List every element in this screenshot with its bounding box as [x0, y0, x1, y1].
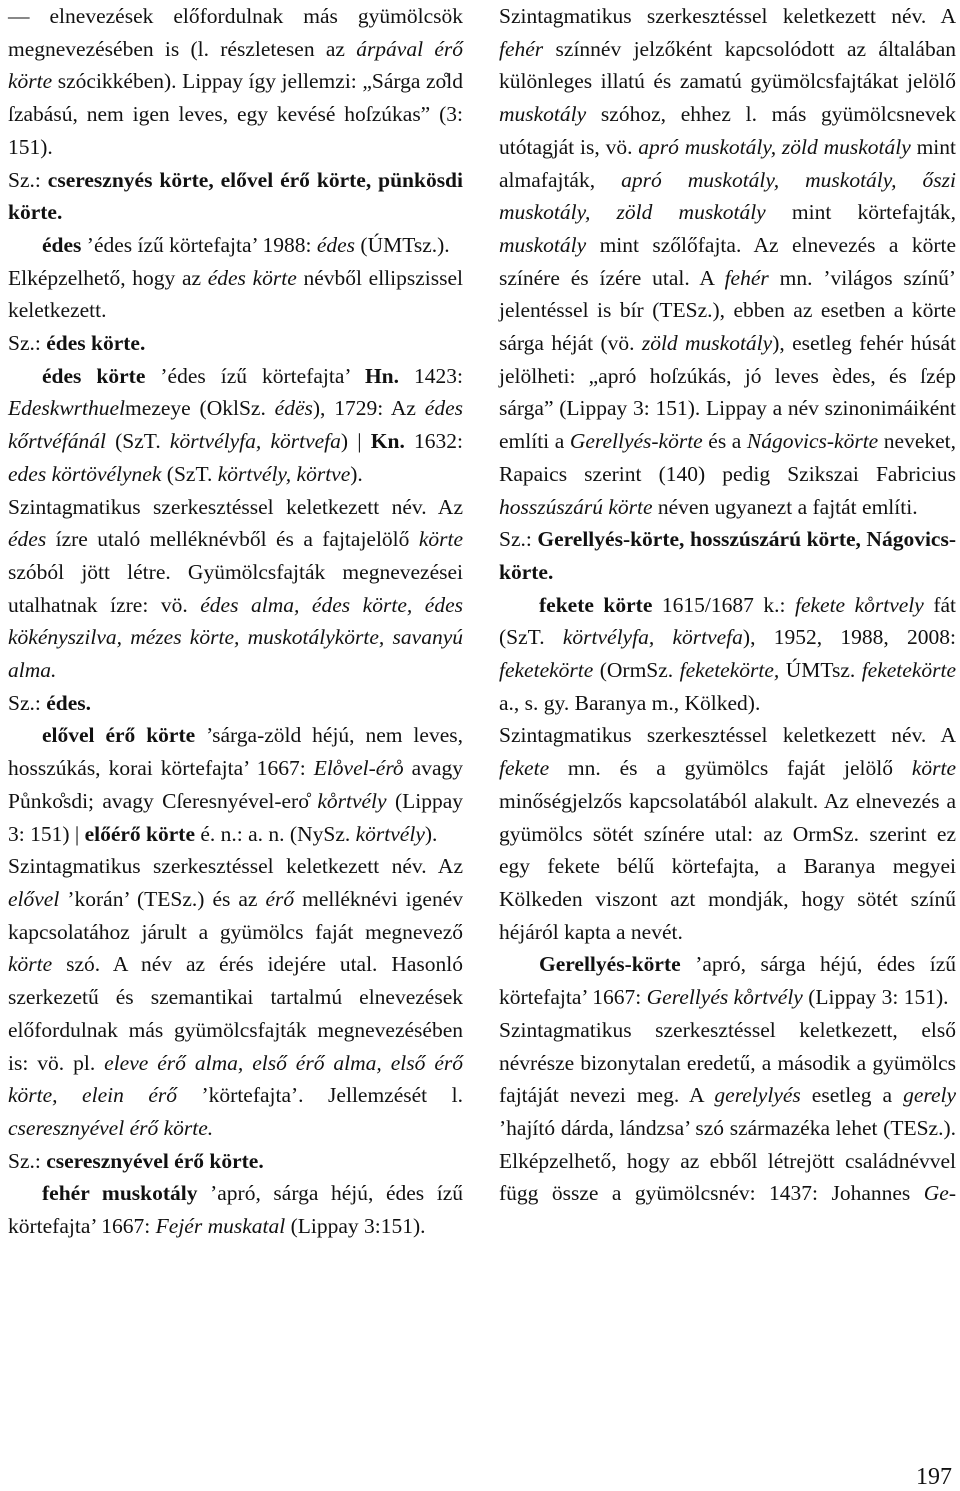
text-run: ’apró, sárga héjú, édes ízű körtefajta’ 1667: [8, 1181, 463, 1239]
text-run: mint szőlőfajta. Az elnevezés a körte színére és ízére utal. A [499, 232, 956, 290]
italic-text: Gerellyés-körte [569, 429, 703, 454]
text-run: avagy Půnko̊sdi; avagy Cſeresnyével-ero̊ [8, 756, 463, 813]
paragraph [8, 1177, 463, 1242]
italic-text: elővel [8, 886, 60, 911]
text-run: ). [424, 821, 438, 846]
text-run: mn. ’világos színű’ jelentéssel is bír (TESz.), ebben az esetben a körte sárga héját (vö. [499, 265, 956, 356]
headword: édes [42, 232, 82, 257]
text-run: mn. és a gyümölcs faját jelölő [549, 756, 912, 781]
italic-text: muskotály [499, 232, 587, 257]
paragraph [499, 1014, 956, 1210]
text-run: ), esetleg fehér húsát jelölheti: „apró hoſzúkás, jó leves èdes, és ſzép sárga” (Lippay 3: 151). Lippay a név szinonimáiként említi a [499, 331, 956, 454]
italic-text: hosszúszárú körte [499, 494, 653, 519]
left-column [8, 0, 463, 1243]
text-run: — elnevezések előfordulnak más gyümölcsök megnevezésében is (l. részletesen az [8, 4, 463, 61]
paragraph [8, 850, 463, 1144]
italic-text: Elo̊vel-éro̊ [313, 756, 404, 781]
italic-text: edes körtövélynek [8, 461, 162, 486]
headword: édes körte. [46, 331, 146, 356]
text-run: ’korán’ (TESz.) és az [59, 886, 266, 911]
text-run: szóból jött létre. Gyümölcsfajták megnevezései utalhatnak ízre: vö. [8, 559, 463, 617]
italic-text: fekete ko̊rtvely [794, 592, 924, 617]
text-run: mint almafajták, [499, 134, 957, 192]
text-run: Sz.: [8, 167, 48, 192]
headword: Gerellyés-körte [539, 952, 681, 977]
text-run: szócikkében). Lippay így jellemzi: „Sárga zo̊ld ſzabású, nem igen leves, egy kevésé hoſzúkas” (3: 151). [8, 69, 463, 159]
paragraph [8, 360, 463, 491]
headword: előérő körte [84, 821, 195, 846]
text-run: ’hajító dárda, lándzsa’ szó származéka lehet (TESz.). Elképzelhető, hogy az ebből létrejött családnévvel függ össze a gyümölcsnév: 1437: Johannes [499, 1115, 956, 1206]
text-run: neveket, Rapaics szerint (140) pedig Szikszai Fabricius [499, 429, 956, 486]
paragraph [8, 1145, 463, 1178]
text-run: néven ugyanezt a fajtát említi. [652, 494, 918, 519]
italic-text: körtvély [355, 821, 425, 846]
text-run: 1632: [404, 429, 464, 454]
text-run: ’körtefajta’. Jellemzését l. [177, 1083, 463, 1108]
page-number: 197 [916, 1464, 952, 1490]
italic-text: fekete [499, 756, 550, 781]
italic-text: árpával érő körte [8, 36, 463, 94]
text-run: Szintagmatikus szerkesztéssel keletkezett név. A [499, 4, 956, 28]
text-run: ’édes ízű körtefajta’ 1988: [81, 232, 317, 257]
paragraph [499, 0, 956, 523]
italic-text: Gerellyés ko̊rtvély [646, 985, 803, 1010]
headword: édes körte [42, 363, 146, 388]
italic-text: muskotály [499, 102, 587, 127]
text-run: Sz.: [8, 690, 47, 715]
text-run: (ÚMTsz.). [355, 232, 450, 257]
italic-text: fehér [724, 265, 769, 290]
text-run: (OrmSz. [593, 658, 680, 683]
text-run: a., s. gy. Baranya m., Kölked). [499, 690, 761, 715]
italic-text: Nágovics-körte [746, 429, 879, 454]
italic-text: édes [8, 527, 47, 552]
text-run: (SzT. [105, 429, 170, 454]
text-run: ) | [340, 429, 371, 454]
paragraph [8, 229, 463, 262]
headword: elővel érő körte [42, 723, 196, 748]
paragraph [499, 948, 956, 1013]
text-run: mint körtefajták, [765, 200, 956, 225]
italic-text: körtvélyfa, körtvefa [169, 429, 341, 454]
italic-text: feketekörte, [679, 658, 780, 683]
paragraph [499, 523, 956, 588]
text-run: ÚMTsz. [779, 658, 862, 683]
text-run: színnév jelzőként kapcsolódott az általában különleges illatú és zamatú gyümölcsfajtákat jelölő [499, 36, 956, 94]
italic-text: cseresznyével érő körte. [8, 1115, 214, 1140]
text-run: Szintagmatikus szerkesztéssel keletkezett, első névrésze bizonytalan eredetű, a második a gyümölcs fajtáját nevezi meg. A [499, 1017, 956, 1108]
paragraph [499, 589, 956, 720]
italic-text: ko̊rtvély [317, 788, 387, 813]
text-run: 1615/1687 k.: [652, 592, 795, 617]
text-run: é. n.: a. n. (NySz. [195, 821, 356, 846]
italic-text: édes alma, édes körte, édes kökényszilva, mézes körte, muskotálykörte, savanyú alma. [8, 592, 463, 683]
paragraph [499, 719, 956, 948]
italic-text: gerelylyés [714, 1083, 801, 1108]
italic-text: édes kőrtvéfánál [8, 396, 463, 454]
italic-text: Edeskwrthuel [8, 396, 126, 421]
text-run: esetleg a [800, 1083, 904, 1108]
text-run: Sz.: [8, 1148, 47, 1173]
headword: fehér muskotály [42, 1181, 198, 1206]
italic-text: zöld muskotály [641, 331, 773, 356]
text-run: (Lippay 3: 151). [802, 985, 949, 1010]
text-run: szó. A név az érés idejére utal. Hasonló szerkezetű és szemantikai tartalmú elnevezések előfordulnak más gyümölcsfajták megnevezésében is: vö. pl. [8, 952, 463, 1075]
text-run: szóhoz, ehhez l. más gyümölcsnevek utótagját is, vö. [499, 102, 956, 159]
headword: cseresznyével érő körte. [46, 1148, 264, 1173]
headword: fekete körte [539, 592, 653, 617]
text-run: Sz.: [499, 527, 538, 552]
text-run: és a [702, 429, 747, 454]
italic-text: feketekörte [499, 658, 594, 683]
text-run: névből ellipszissel keletkezett. [8, 265, 463, 323]
text-run: Sz.: [8, 331, 47, 356]
text-run: ’édes ízű körtefajta’ [145, 363, 365, 388]
paragraph [8, 719, 463, 850]
paragraph [8, 164, 463, 229]
text-run: mezeye (OklSz. [125, 396, 275, 421]
text-run: Szintagmatikus szerkesztéssel keletkezett név. Az [8, 494, 463, 519]
text-run: ’apró, sárga héjú, édes ízű körtefajta’ 1667: [499, 952, 956, 1010]
italic-text: édes [316, 232, 356, 257]
italic-text: apró muskotály, muskotály, őszi muskotály, zöld muskotály [499, 167, 956, 225]
italic-text: érő [265, 886, 295, 911]
text-run: Elképzelhető, hogy az [8, 265, 208, 290]
paragraph [8, 0, 463, 164]
text-run: Szintagmatikus szerkesztéssel keletkezett név. A [499, 723, 956, 748]
text-run: ’sárga-zöld héjú, nem leves, hosszúkás, korai körtefajta’ 1667: [8, 723, 463, 781]
text-run: ), 1729: Az [312, 396, 425, 421]
headword: Kn. [370, 429, 405, 454]
italic-text: Fejér muskatal [155, 1214, 286, 1239]
italic-text: feketekörte [861, 658, 956, 683]
text-run: ), 1952, 1988, 2008: [742, 625, 957, 650]
paragraph [8, 262, 463, 327]
text-run: ). [350, 461, 363, 486]
text-run: Szintagmatikus szerkesztéssel keletkezett név. Az [8, 854, 463, 879]
text-run: (Lippay 3: 151) | [8, 788, 464, 846]
paragraph [8, 687, 463, 720]
italic-text: körte [911, 756, 956, 781]
italic-text: édës [274, 396, 313, 421]
headword: Hn. [364, 363, 400, 388]
italic-text: gerely [903, 1083, 956, 1108]
headword: cseresznyés körte, elővel érő körte, pünkösdi körte. [8, 167, 463, 225]
italic-text: körtvélyfa, körtvefa [562, 625, 743, 650]
paragraph [8, 327, 463, 360]
text-run: 1423: [399, 363, 463, 388]
italic-text: fehér [499, 36, 544, 61]
text-run: minőségjelzős kapcsolatából alakult. Az elnevezés a gyümölcs sötét színére utal: az OrmSz. szerint ez egy fekete bélű körtefajta, a Baranya megyei Kölkeden viszont azt mondják, hogy sötét színű héjáról kapta a nevét. [499, 788, 956, 944]
italic-text: Ge- [923, 1181, 956, 1206]
text-run: ízre utaló melléknévből és a fajtajelölő [46, 527, 419, 552]
text-run: fát (SzT. [499, 592, 957, 650]
paragraph [8, 491, 463, 687]
headword: Gerellyés-körte, hosszúszárú körte, Nágovics-körte. [499, 527, 956, 584]
text-run: (Lippay 3:151). [285, 1214, 426, 1239]
italic-text: körte [418, 527, 463, 552]
italic-text: eleve érő alma, első érő alma, első érő körte, elein érő [8, 1050, 463, 1108]
italic-text: körtvély, körtve [217, 461, 351, 486]
right-column [499, 0, 956, 1210]
text-run: melléknévi igenév kapcsolatához járult a gyümölcs faját megnevező [8, 886, 463, 944]
italic-text: apró muskotály, zöld muskotály [638, 134, 911, 159]
italic-text: körte [8, 952, 53, 977]
italic-text: édes körte [207, 265, 297, 290]
headword: édes. [46, 690, 92, 715]
text-run: (SzT. [161, 461, 218, 486]
